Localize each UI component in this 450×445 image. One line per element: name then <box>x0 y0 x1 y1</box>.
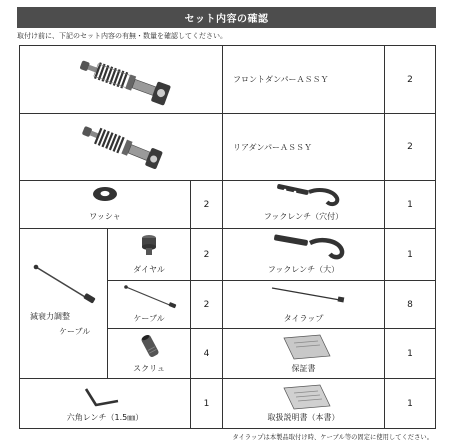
item-qty-front-damper: 2 <box>407 74 413 85</box>
row-divider <box>19 378 436 379</box>
washer-icon <box>92 186 118 202</box>
item-qty-dial: 2 <box>203 249 210 260</box>
rear-damper-icon <box>74 120 174 175</box>
hex-wrench-icon <box>82 385 122 409</box>
adjuster-cable-icon <box>30 262 100 308</box>
item-name-tie-wrap: タイラップ <box>283 314 324 323</box>
instruction-text: 取付け前に、下記のセット内容の有無・数量を確認してください。 <box>17 32 227 40</box>
manual-document-icon <box>282 384 332 410</box>
item-name-manual: 取扱説明書（本書） <box>267 413 340 422</box>
item-name-hook-wrench-small: フックレンチ（穴付） <box>263 212 344 221</box>
item-qty-hex-wrench: 1 <box>203 398 210 409</box>
screw-icon <box>140 333 160 359</box>
hook-wrench-large-icon <box>270 233 350 261</box>
table-border-bottom <box>19 428 436 429</box>
tie-wrap-icon <box>268 285 348 305</box>
footnote: タイラップは本製品取付け時、ケーブル等の固定に使用してください。 <box>232 434 433 441</box>
item-name-cable: ケーブル <box>133 314 165 323</box>
front-damper-icon <box>70 52 180 110</box>
item-name-front-damper: フロントダンパーＡＳＳＹ <box>233 75 329 84</box>
item-name-hex-wrench: 六角レンチ（1.5㎜） <box>66 413 144 422</box>
item-qty-manual: 1 <box>407 398 413 409</box>
item-qty-cable: 2 <box>203 299 210 310</box>
table-border-right <box>435 45 436 428</box>
item-qty-warranty: 1 <box>407 348 413 359</box>
item-name-warranty: 保証書 <box>291 364 316 373</box>
item-qty-washer: 2 <box>203 199 210 210</box>
hook-wrench-icon <box>273 184 343 208</box>
item-qty-tie-wrap: 8 <box>407 299 413 310</box>
item-qty-hook-wrench-small: 1 <box>407 199 413 210</box>
item-name-rear-damper: リアダンパーＡＳＳＹ <box>233 142 312 152</box>
group-label-line1: 減衰力調整 <box>30 312 70 321</box>
column-divider <box>107 228 108 378</box>
warranty-document-icon <box>282 334 332 360</box>
section-title: セット内容の確認 <box>17 7 436 28</box>
item-qty-hook-wrench-large: 1 <box>407 249 413 260</box>
item-name-screw: スクリュ <box>133 364 165 373</box>
item-name-washer: ワッシャ <box>89 212 121 221</box>
item-name-dial: ダイヤル <box>133 265 165 274</box>
item-qty-screw: 4 <box>203 348 210 359</box>
item-name-hook-wrench-large: フックレンチ（大） <box>267 265 340 274</box>
cable-icon <box>122 284 178 310</box>
row-divider <box>19 180 436 181</box>
dial-knob-icon <box>139 233 159 257</box>
row-divider <box>19 228 436 229</box>
item-qty-rear-damper: 2 <box>407 142 413 152</box>
group-label-line2: ケーブル <box>59 327 91 336</box>
table-border-left <box>19 45 20 428</box>
